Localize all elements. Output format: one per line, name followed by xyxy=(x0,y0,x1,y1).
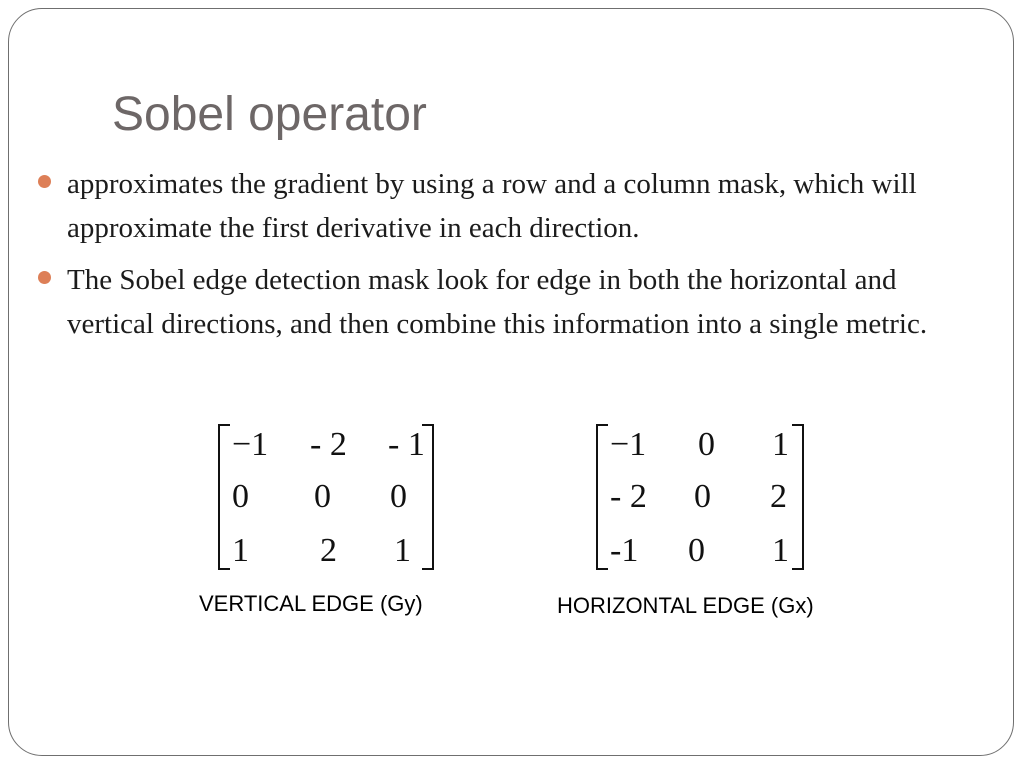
matrix-cell: 1 xyxy=(232,532,249,569)
bullet-text: The Sobel edge detection mask look for edge in both the horizontal and vertical directions, and then combine this information into a single metric. xyxy=(67,264,928,340)
matrix-cell: 0 xyxy=(688,532,705,569)
matrix-left-bracket xyxy=(596,424,608,570)
bullet-item xyxy=(38,162,988,250)
matrix-cell: - 2 xyxy=(310,426,347,463)
horizontal-edge-caption: HORIZONTAL EDGE (Gx) xyxy=(557,593,814,618)
horizontal-edge-matrix xyxy=(596,424,804,572)
matrix-cell: -1 xyxy=(610,532,639,569)
matrix-cell: 0 xyxy=(232,478,249,515)
matrix-cell: - 2 xyxy=(610,478,647,515)
vertical-edge-caption: VERTICAL EDGE (Gy) xyxy=(199,591,423,616)
matrix-cell: 0 xyxy=(314,478,331,515)
matrix-cell: 2 xyxy=(770,478,787,515)
matrix-cell: - 1 xyxy=(388,426,425,463)
matrix-cell: 1 xyxy=(772,426,789,463)
bullet-dot-icon xyxy=(38,271,51,284)
matrix-cell: 1 xyxy=(772,532,789,569)
bullet-list xyxy=(38,162,988,346)
matrix-cell: −1 xyxy=(610,426,647,463)
bullet-dot-icon xyxy=(38,175,51,188)
matrix-cell: 2 xyxy=(320,532,337,569)
slide-title: Sobel operator xyxy=(112,88,427,141)
bullet-text: approximates the gradient by using a row and a column mask, which will approximate the first derivative in each direction. xyxy=(67,168,917,244)
bullet-item xyxy=(38,258,988,346)
matrix-cell: 0 xyxy=(390,478,407,515)
vertical-edge-matrix xyxy=(218,424,434,572)
matrix-left-bracket xyxy=(218,424,230,570)
matrix-cell: 0 xyxy=(698,426,715,463)
matrix-cell: 0 xyxy=(694,478,711,515)
matrix-right-bracket xyxy=(792,424,804,570)
matrix-cell: −1 xyxy=(232,426,269,463)
matrix-cell: 1 xyxy=(394,532,411,569)
